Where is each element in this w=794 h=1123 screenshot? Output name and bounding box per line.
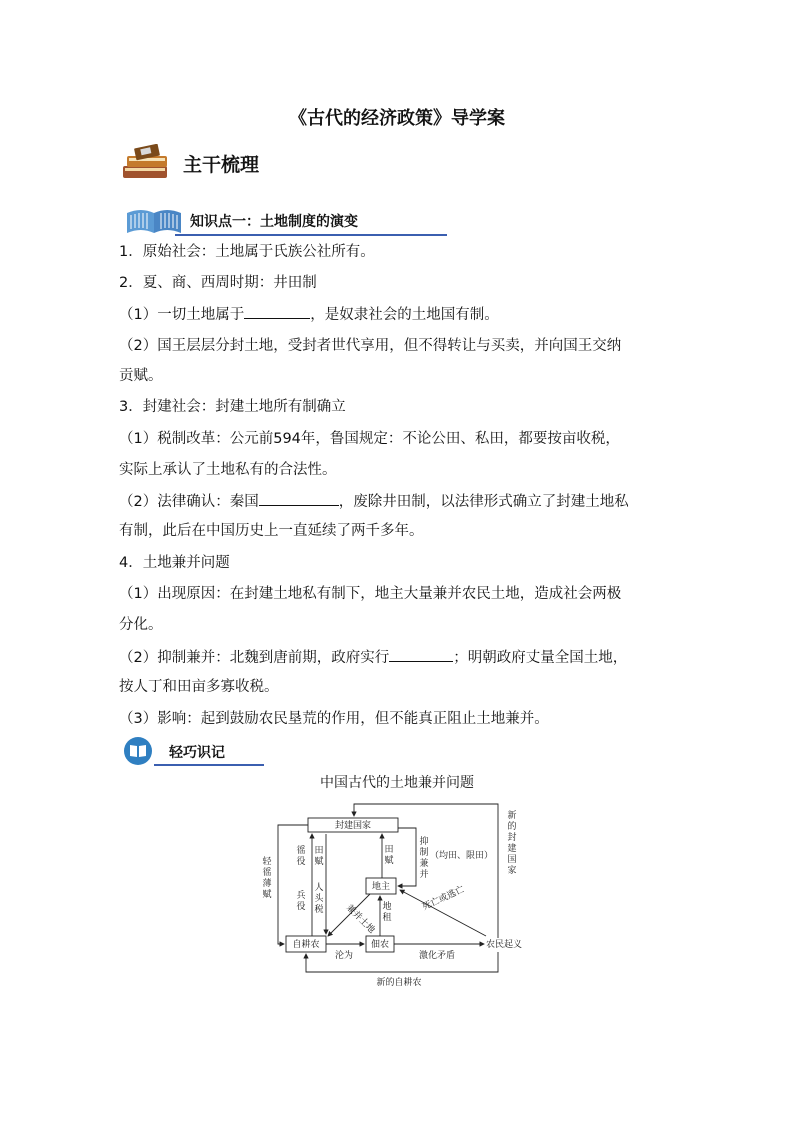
label-new-state-4: 建: [507, 844, 517, 854]
label-new-state-5: 国: [507, 855, 517, 865]
node-farmer: 自耕农: [292, 940, 320, 950]
text-line-16: （3）影响：起到鼓励农民垦荒的作用，但不能真正阻止土地兼并。: [119, 711, 549, 727]
label-suppress-1: 抑: [419, 837, 429, 847]
text-line-5: 贡赋。: [119, 368, 163, 384]
node-state: 封建国家: [334, 821, 372, 831]
label-poll-tax-1: 人: [314, 883, 324, 893]
label-new-state-3: 封: [507, 833, 517, 843]
label-suppress-2: 制: [419, 848, 429, 858]
section-title: 主干梳理: [183, 154, 260, 176]
node-landlord: 地主: [371, 882, 391, 892]
books-icon: [119, 144, 179, 184]
text-line-10: 有制，此后在中国历史上一直延续了两千多年。: [119, 523, 424, 539]
text-line-3: [119, 304, 499, 325]
knowledge-point-title: 知识点一：土地制度的演变: [190, 214, 358, 230]
text-segment: ，废除井田制，以法律形式确立了封建土地私: [338, 494, 629, 510]
label-new-state-6: 家: [507, 866, 517, 876]
label-new-state-1: 新: [507, 811, 517, 821]
open-book-icon: [123, 203, 185, 235]
text-segment: （1）一切土地属于: [119, 307, 245, 323]
label-reduce: 沦为: [334, 951, 354, 961]
label-poll-tax-3: 税: [314, 905, 324, 915]
label-light-tax-4: 赋: [262, 890, 272, 900]
label-corvee-1: 徭: [296, 846, 306, 856]
label-new-state-2: 的: [507, 822, 517, 832]
page-title: 《古代的经济政策》导学案: [289, 108, 505, 129]
label-field-tax-2: 赋: [384, 856, 394, 866]
label-military-1: 兵: [296, 891, 306, 901]
fill-blank[interactable]: [259, 491, 339, 506]
book-badge-icon: [122, 736, 156, 766]
text-segment: （2）抑制兼并：北魏到唐前期，政府实行: [119, 650, 390, 666]
text-segment: ；明朝政府丈量全国土地，: [453, 650, 628, 666]
text-line-14: [119, 647, 627, 668]
node-uprising: 农民起义: [486, 940, 523, 950]
text-line-2: 2．夏、商、西周时期：井田制: [119, 275, 317, 291]
label-poll-tax-2: 头: [314, 894, 324, 904]
text-segment: （2）法律确认：秦国: [119, 494, 259, 510]
diagram-title: 中国古代的土地兼并问题: [320, 775, 474, 791]
label-light-tax-1: 轻: [262, 857, 272, 867]
knowledge-point-underline: [175, 234, 447, 236]
label-corvee-2: 役: [296, 857, 306, 867]
text-line-12: （1）出现原因：在封建土地私有制下，地主大量兼并农民土地，造成社会两极: [119, 586, 622, 602]
land-annexation-diagram: [254, 796, 544, 992]
fill-blank[interactable]: [244, 304, 310, 319]
label-military-2: 役: [296, 902, 306, 912]
label-land-tax-1: 田: [314, 846, 324, 856]
text-line-8: 实际上承认了土地私有的合法性。: [119, 462, 337, 478]
label-new-farmer: 新的自耕农: [376, 978, 422, 988]
label-suppress-note: （均田、限田）: [430, 851, 494, 861]
label-light-tax-2: 徭: [262, 868, 272, 878]
node-tenant: 佃农: [370, 940, 390, 950]
text-line-6: 3．封建社会：封建土地所有制确立: [119, 399, 346, 415]
label-flee: 死亡或逃亡: [421, 884, 467, 913]
label-land-tax-2: 赋: [314, 857, 324, 867]
text-segment: ，是奴隶社会的土地国有制。: [310, 307, 499, 323]
label-suppress-3: 兼: [419, 859, 429, 869]
tip-title: 轻巧识记: [169, 745, 225, 761]
tip-underline: [154, 764, 264, 766]
text-line-7: （1）税制改革：公元前594年，鲁国规定：不论公田、私田，都要按亩收税，: [119, 431, 620, 447]
label-rent-2: 租: [382, 913, 392, 923]
label-field-tax-1: 田: [384, 845, 394, 855]
label-intensify: 激化矛盾: [418, 951, 456, 961]
text-line-9: [119, 491, 629, 512]
text-line-1: 1．原始社会：土地属于氏族公社所有。: [119, 244, 375, 260]
label-rent-1: 地: [382, 902, 392, 912]
text-line-4: （2）国王层层分封土地，受封者世代享用，但不得转让与买卖，并向国王交纳: [119, 338, 622, 354]
label-annex: 兼并土地: [343, 903, 377, 936]
label-suppress-4: 并: [419, 870, 429, 880]
text-line-11: 4．土地兼并问题: [119, 555, 230, 571]
text-line-15: 按人丁和田亩多寡收税。: [119, 679, 279, 695]
label-light-tax-3: 薄: [262, 879, 272, 889]
text-line-13: 分化。: [119, 617, 163, 633]
fill-blank[interactable]: [389, 647, 453, 662]
